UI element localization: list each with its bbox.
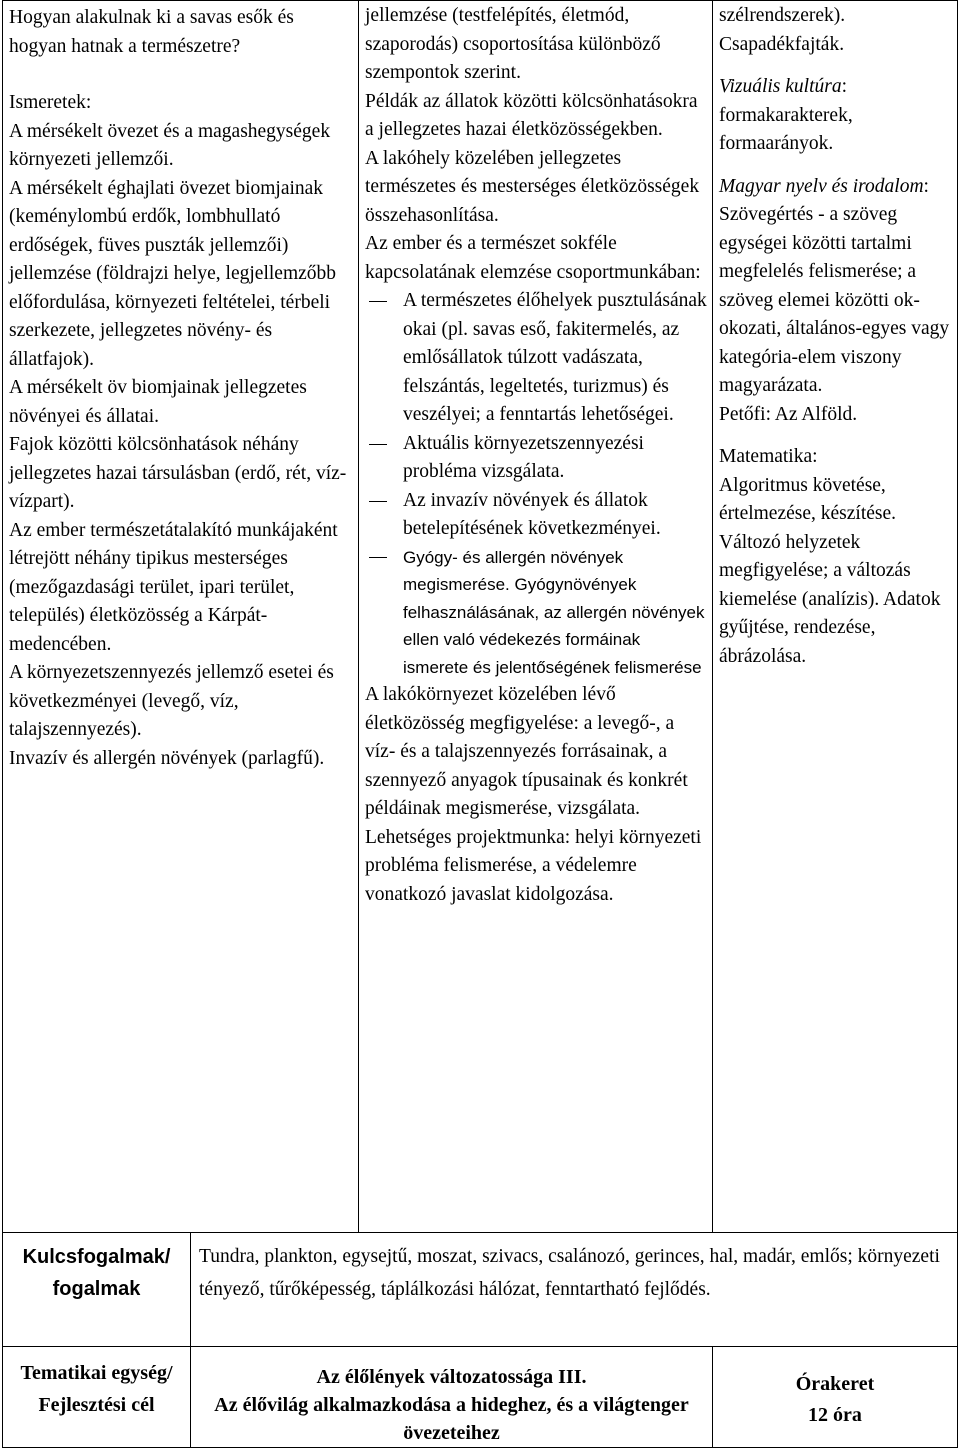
literature-connection bbox=[719, 173, 952, 430]
dash-item-text: Aktuális környezetszennyezési probléma vizsgálata. bbox=[403, 432, 644, 482]
connections-top: szélrendszerek). Csapadékfajták. bbox=[719, 5, 846, 55]
dash-bullet-icon bbox=[369, 301, 387, 302]
dash-bullet-icon bbox=[369, 557, 387, 558]
column-connections bbox=[713, 1, 958, 1233]
dash-bullet-icon bbox=[369, 501, 387, 502]
visual-culture-connection bbox=[719, 73, 952, 159]
unit-row bbox=[3, 1347, 958, 1448]
activity-intro bbox=[365, 2, 707, 287]
activity-line: A lakóhely közelében jellegzetes természetes és mesterséges életközösségek összehasonlítása. bbox=[365, 147, 700, 226]
dash-list-item bbox=[365, 544, 707, 682]
problem-question: Hogyan alakulnak ki a savas esők és hogyan hatnak a természetre? bbox=[9, 7, 294, 57]
activity-line: Lehetséges projektmunka: helyi környezeti probléma felismerése, a védelemre vonatkozó javaslat kidolgozása. bbox=[365, 826, 702, 905]
unit-label: Tematikai egység/ Fejlesztési cél bbox=[20, 1362, 173, 1416]
dash-item-text: Az invazív növények és állatok betelepítésének következményei. bbox=[403, 489, 661, 539]
dash-bullet-icon bbox=[369, 444, 387, 445]
visual-culture-text: formakarakterek, formaarányok. bbox=[719, 104, 853, 154]
dash-item-text: Gyógy- és allergén növények megismerése. Gyógynövények felhasználásának, az allergén növények ellen való védekezés formáinak ismerete és jelentőségének felismerése bbox=[403, 547, 705, 677]
column-activities bbox=[359, 1, 713, 1233]
key-concepts-text: Tundra, plankton, egysejtű, moszat, szivacs, csalánozó, gerinces, hal, madár, emlős; környezeti tényező, tűrőképesség, táplálkozási hálózat, fenntartható fejlődés. bbox=[199, 1246, 940, 1300]
literature-label: Magyar nyelv és irodalom bbox=[719, 175, 924, 197]
unit-label-cell bbox=[3, 1347, 191, 1448]
dash-list-item bbox=[365, 430, 707, 487]
hours-label: Órakeret bbox=[795, 1373, 875, 1395]
unit-title-cell bbox=[191, 1347, 713, 1448]
activity-outro bbox=[365, 681, 707, 909]
dash-list-item bbox=[365, 487, 707, 544]
visual-culture-colon: : bbox=[841, 76, 848, 97]
hours-value: 12 óra bbox=[808, 1404, 862, 1426]
visual-culture-label: Vizuális kultúra bbox=[719, 76, 842, 97]
key-concepts-label: Kulcsfogalmak/ fogalmak bbox=[22, 1246, 171, 1300]
dash-list-item bbox=[365, 287, 707, 430]
key-concepts-text-cell bbox=[191, 1233, 958, 1347]
unit-title bbox=[191, 1347, 712, 1447]
dash-item-text: A természetes élőhelyek pusztulásának okai (pl. savas eső, fakitermelés, az emlősállatok túlzott vadászata, felszántás, legeltetés, turizmus) és veszélyei; a fenntartás lehetőségei. bbox=[403, 290, 707, 425]
knowledge-text: A mérsékelt övezet és a magashegységek környezeti jellemzői. A mérsékelt éghajlati övezet biomjainak (keménylombú erdők, lombhullató erdőségek, füves puszták jellemzői) jellemzése (földrajzi helye, legjellemzőbb előfordulása, környezeti feltételei, térbeli szerkezete, jellegzetes növény- és állatfajok). A mérsékelt öv biomjainak jellegzetes növényei és állatai. Fajok közötti kölcsönhatások néhány jellegzetes hazai társulásban (erdő, rét, víz-vízpart). Az ember természetátalakító munkájaként létrejött néhány tipikus mesterséges (mezőgazdasági terület, ipari terület, település) életközösség a Kárpát-medencében. A környezetszennyezés jellemző esetei és következményei (levegő, víz, talajszennyezés). Invazív és allergén növények (parlagfű). bbox=[9, 120, 347, 769]
curriculum-table bbox=[2, 0, 958, 1448]
hours-cell bbox=[713, 1347, 958, 1448]
math-text: Algoritmus követése, értelmezése, készítése. Változó helyzetek megfigyelése; a változás kiemelése (analízis). Adatok gyűjtése, rendezése, ábrázolása. bbox=[719, 474, 941, 667]
literature-text: : Szövegértés - a szöveg egységei közötti tartalmi megfelelés felismerése; a szöveg elemei közötti ok-okozati, általános-egyes vagy kategória-elem viszony magyarázata. Petőfi: Az Alföld. bbox=[719, 175, 950, 425]
activity-line: Példák az állatok közötti kölcsönhatásokra a jellegzetes hazai életközösségekben. bbox=[365, 90, 698, 140]
activity-line: Az ember és a természet sokféle kapcsolatának elemzése csoportmunkában: bbox=[365, 233, 701, 283]
hours bbox=[713, 1347, 957, 1431]
key-concepts-row bbox=[3, 1233, 958, 1347]
column-problems-knowledge bbox=[3, 1, 359, 1233]
unit-title-line2: Az élővilág alkalmazkodása a hideghez, és a világtenger övezeteihez bbox=[214, 1394, 689, 1444]
content-row bbox=[3, 1, 958, 1233]
key-concepts-label-cell bbox=[3, 1233, 191, 1347]
math-heading: Matematika: bbox=[719, 446, 818, 467]
activity-line: A lakókörnyezet közelében lévő életközösség megfigyelése: a levegő-, a víz- és a talajszennyezés forrásainak, a szennyező anyagok típusainak és konkrét példáinak megismerése, vizsgálata. bbox=[365, 684, 688, 819]
activity-line: jellemzése (testfelépítés, életmód, szaporodás) csoportosítása különböző szempontok szerint. bbox=[365, 5, 661, 83]
knowledge-heading: Ismeretek: bbox=[9, 92, 92, 113]
unit-title-line1: Az élőlények változatossága III. bbox=[316, 1366, 587, 1388]
